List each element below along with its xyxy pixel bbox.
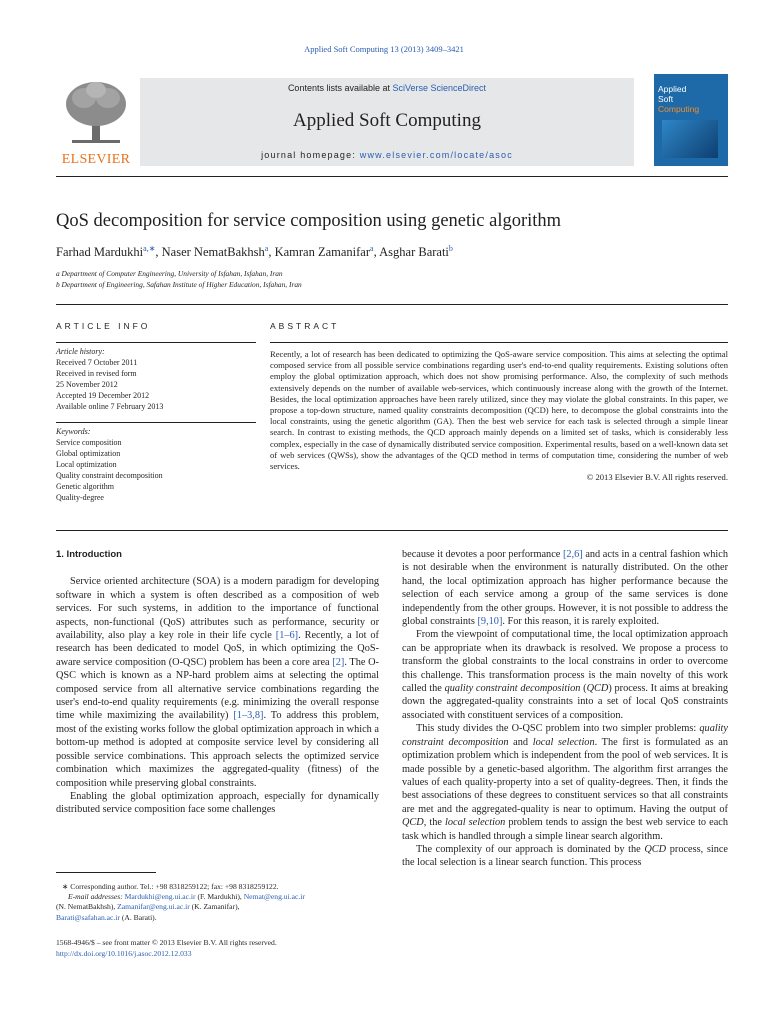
author-1: Farhad Mardukhi$^{a,∗}$ xyxy=(56,244,156,260)
abstract-copyright: © 2013 Elsevier B.V. All rights reserved. xyxy=(586,472,728,483)
journal-masthead xyxy=(56,74,728,170)
left-column xyxy=(56,548,379,817)
paragraph: Service oriented architecture (SOA) is a modern paradigm for developing software in which a system is often described as a composition of web services. For such systems, in addition to the importance of functional aspects, non-functional (QoS) attributes such as performance, security or availability, also play a key role in their life cycle [1–6]. Recently, a lot of research has been dedicated to model QoS, in which optimizing the QoS-aware service composition (O-QSC) problem has been a core area [2]. The O-QSC which is known as a NP-hard problem aims at selecting the optimal composed service from all alternative service combinations regarding the user's end-to-end quality requirements (e.g. minimizing the overall response time while maximizing the availability) [1–3,8]. To address this problem, most of the existing works follow the global optimization approach in which a bottom-up method is adopted at composite service level by considering all possible service combinations. This approach selects the optimized service combination which maximizes the aggregated-quality (fitness) of the composition while preserving global constraints. xyxy=(56,576,379,789)
author-list: Farhad Mardukhi$^{a,∗}$, Naser NematBakhsh$^a$, Kamran Zamanifar$^a$, Asghar Barati$^b$ xyxy=(56,244,453,260)
section-heading-introduction: 1. Introduction xyxy=(56,549,122,560)
history-item: Received in revised form xyxy=(56,369,137,378)
history-item: Received 7 October 2011 xyxy=(56,358,138,367)
abstract-bottom-rule xyxy=(56,530,728,531)
sciencedirect-link[interactable]: SciVerse ScienceDirect xyxy=(392,83,487,93)
title-rule xyxy=(56,304,728,305)
homepage-line: journal homepage: www.elsevier.com/locate/asoc xyxy=(261,150,513,160)
info-rule xyxy=(56,342,256,343)
article-title: QoS decomposition for service composition using genetic algorithm xyxy=(56,211,562,231)
email-link[interactable]: Zamanifar@eng.ui.ac.ir xyxy=(117,902,190,912)
keywords xyxy=(56,426,256,503)
history-item: Available online 7 February 2013 xyxy=(56,402,164,411)
journal-cover xyxy=(654,74,728,166)
journal-reference[interactable]: Applied Soft Computing 13 (2013) 3409–3421 xyxy=(304,44,464,54)
author-4-affil[interactable]: b xyxy=(448,244,453,253)
author-4: Asghar Barati$^b$ xyxy=(379,244,453,260)
cover-image xyxy=(662,120,718,158)
citation-link[interactable]: [1–6] xyxy=(275,630,299,642)
keyword-item: Quality constraint decomposition xyxy=(56,471,163,480)
affiliation-a: a Department of Computer Engineering, University of Isfahan, Isfahan, Iran xyxy=(56,269,283,278)
abstract-heading: ABSTRACT xyxy=(270,321,340,331)
abstract-body xyxy=(270,349,728,483)
article-history xyxy=(56,346,256,412)
homepage-link[interactable]: www.elsevier.com/locate/asoc xyxy=(359,150,513,160)
abstract-rule xyxy=(270,342,728,343)
corresponding-author-note: ∗ Corresponding author. Tel.: +98 8318259122; fax: +98 8318259122. xyxy=(62,882,279,891)
paragraph: because it devotes a poor performance [2,6] and acts in a central fashion which is not desirable when the environment is naturally distributed. On the other hand, the local optimization approach has higher performance because the selection of each service among a group of the same services is done independently from the other groups. However, it is not possible to address the global constraints [9,10]. For this reason, it is rarely exploited. xyxy=(402,549,728,628)
email-line: E-mail addresses: Mardukhi@eng.ui.ac.ir (F. Mardukhi), Nemat@eng.ui.ac.ir xyxy=(68,892,305,902)
contents-line: Contents lists available at SciVerse ScienceDirect xyxy=(287,83,487,93)
right-column xyxy=(402,548,728,870)
paragraph: From the viewpoint of computational time, the local optimization approach can be appropriate when its drawback is resolved. We propose a process to transform the global constraints to the local constrains in order to overcome this challenge. This transformation process is the main novelty of this work called the quality constraint decomposition (QCD) process. It aims at breaking down the aggregated-quality constraints into a set of local QoS constraints associated with constituent services of a composition. xyxy=(402,629,728,721)
affiliations xyxy=(56,268,302,290)
email-link[interactable]: Barati@safahan.ac.ir xyxy=(56,912,120,922)
paragraph: The complexity of our approach is dominated by the QCD process, since the local selection is a linear search function. This process xyxy=(402,843,729,869)
keywords-label: Keywords: xyxy=(56,427,91,436)
journal-banner xyxy=(140,78,634,166)
article-info-heading: ARTICLE INFO xyxy=(56,321,151,331)
author-2: Naser NematBakhsh$^a$ xyxy=(161,244,269,260)
keywords-rule xyxy=(56,422,256,423)
elsevier-logo xyxy=(56,74,136,170)
email-line: (N. NematBakhsh), Zamanifar@eng.ui.ac.ir (K. Zamanifar), xyxy=(56,902,240,912)
footnote-rule xyxy=(56,872,156,873)
history-item: 25 November 2012 xyxy=(56,380,118,389)
history-item: Accepted 19 December 2012 xyxy=(56,391,150,400)
email-line: Barati@safahan.ac.ir (A. Barati). xyxy=(56,912,157,922)
publisher-name: ELSEVIER xyxy=(61,152,131,167)
paragraph: This study divides the O-QSC problem into two simpler problems: quality constraint decomposition and local selection. The first is formulated as an optimization problem which is independent from the pool of web services. It is made possible by a genetic-based algorithm. The algorithm first arranges the values of each quality-property into a set of quality-degrees. Then, it finds the best associations of these degrees to constituent services so that all constraints are met and the aggregated-quality is near to optimum. Having the output of QCD, the local selection problem tends to assign the best web service to each task which is handled through a simple linear search algorithm. xyxy=(402,723,729,842)
doi-link[interactable]: http://dx.doi.org/10.1016/j.asoc.2012.12.033 xyxy=(56,949,192,958)
keyword-item: Service composition xyxy=(56,438,122,447)
keyword-item: Quality-degree xyxy=(56,493,104,502)
author-1-affil[interactable]: a,∗ xyxy=(143,244,156,253)
cover-title: Applied Soft Computing xyxy=(658,84,700,114)
abstract-text: Recently, a lot of research has been dedicated to optimizing the QoS-aware service composition. This aims at selecting the optimal composed service from all possible service combinations regarding user's end-to-end quality requirements. Existing solutions often employ the global optimization approach, which does not show promising performance. Also, the complexity of such methods extensively depends on the number of available web-services, which continuously increase along with the growth of the Internet. Besides, the local optimization approaches have been rarely utilized, since they may violate the global constraints. In this paper, we propose a top-down structure, named quality constraints decomposition (QCD) here, to decompose the global constraints into the local constraints, using the genetic algorithm (GA). Then the best web service for each task is selected through a simple linear search. In contrast to existing methods, the QCD approach mainly depends on a limited set of tasks, which is considerably less complex, especially in the case of dynamically distributed service composition. Experimental results, based on a well-known data set of web services (QWSs), show the advantages of the QCD method in terms of computation time, considering the number of web services. xyxy=(270,349,728,472)
front-matter xyxy=(56,937,379,959)
citation-link[interactable]: [2,6] xyxy=(562,549,583,560)
keyword-item: Local optimization xyxy=(56,460,117,469)
journal-title: Applied Soft Computing xyxy=(293,110,481,131)
masthead-rule xyxy=(56,176,728,177)
affiliation-b: b Department of Engineering, Safahan Institute of Higher Education, Isfahan, Iran xyxy=(56,280,302,289)
footnotes xyxy=(56,882,379,923)
issn-line: 1568-4946/$ – see front matter © 2013 Elsevier B.V. All rights reserved. xyxy=(56,938,277,947)
paragraph: Enabling the global optimization approach, especially for dynamically distributed service composition face some challenges xyxy=(56,790,379,816)
email-link[interactable]: Mardukhi@eng.ui.ac.ir xyxy=(124,892,196,902)
author-3-affil[interactable]: a xyxy=(370,244,374,253)
author-3: Kamran Zamanifar$^a$ xyxy=(274,244,374,260)
keyword-item: Genetic algorithm xyxy=(56,482,114,491)
citation-link[interactable]: [1–3,8] xyxy=(233,710,264,722)
email-link[interactable]: Nemat@eng.ui.ac.ir xyxy=(243,892,305,902)
keyword-item: Global optimization xyxy=(56,449,121,458)
author-2-affil[interactable]: a xyxy=(264,244,269,253)
elsevier-tree-icon xyxy=(62,78,130,146)
history-label: Article history: xyxy=(56,347,105,356)
citation-link[interactable]: [9,10] xyxy=(477,616,503,628)
citation-link[interactable]: [2] xyxy=(332,656,345,668)
